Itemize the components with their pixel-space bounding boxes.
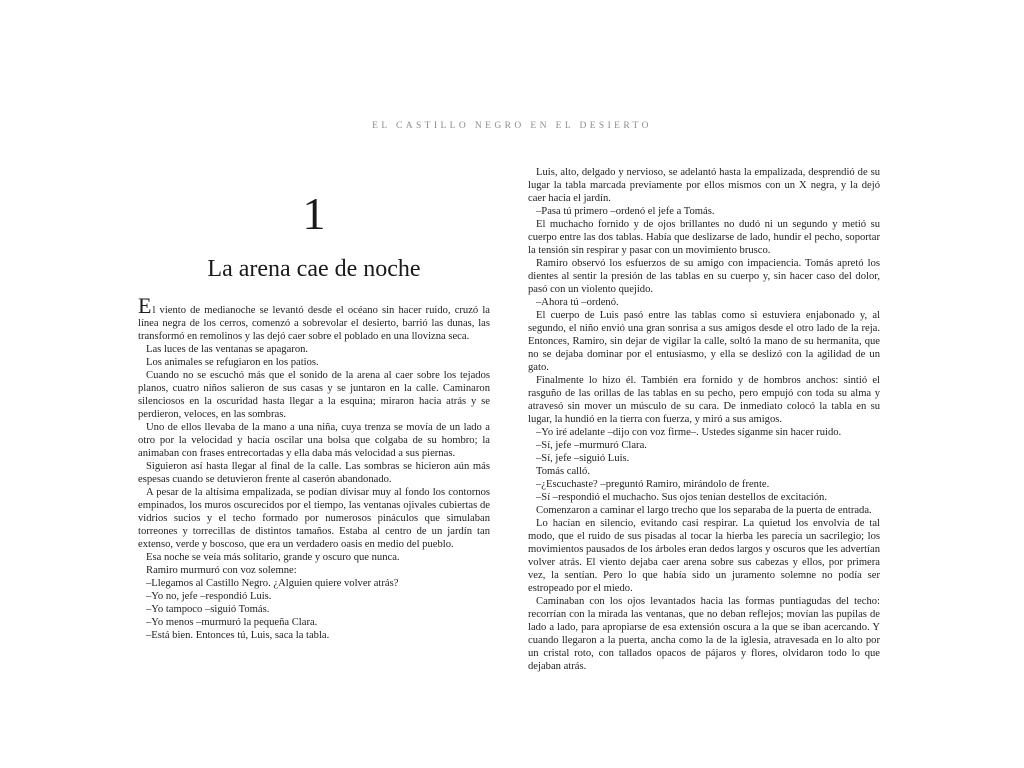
right-page-body — [528, 166, 880, 673]
paragraph: Comenzaron a caminar el largo trecho que los separaba de la puerta de entrada. — [536, 505, 872, 516]
chapter-title: La arena cae de noche — [207, 256, 421, 282]
paragraph: Caminaban con los ojos levantados hacia las formas puntiagudas del techo: recorrían con la mirada las ventanas, que no deban reflejos; movían las pupilas de lado a lado, para apropiarse de esa extensión oscura a la que se iban acercando. Y cuando llegaron a la puerta, ancha como la de la iglesia, atravesada en lo alto por un cristal roto, con tallados opacos de pájaros y flores, olvidaron todo lo que dejaban atrás. — [528, 596, 880, 672]
paragraph: El cuerpo de Luis pasó entre las tablas como si estuviera enjabonado y, al segundo, el niño envió una gran sonrisa a sus amigos desde el otro lado de la reja. Entonces, Ramiro, sin dejar de vigilar la calle, soltó la mano de su hermanita, que no se dejaba dominar por el entusiasmo, y ella se deslizó con la agilidad de un gato. — [528, 310, 880, 373]
opening-paragraph — [138, 293, 490, 343]
paragraph: –Yo no, jefe –respondió Luis. — [146, 591, 272, 602]
paragraph: Esa noche se veía más solitario, grande y oscuro que nunca. — [146, 552, 400, 563]
paragraph: –¿Escuchaste? –preguntó Ramiro, mirándolo de frente. — [536, 479, 770, 490]
paragraph: –Sí –respondió el muchacho. Sus ojos tenían destellos de excitación. — [536, 492, 827, 503]
paragraph: –Yo iré adelante –dijo con voz firme–. Ustedes síganme sin hacer ruido. — [536, 427, 842, 438]
left-page-body — [138, 293, 490, 642]
paragraph: –Sí, jefe –murmuró Clara. — [536, 440, 647, 451]
chapter-number: 1 — [302, 188, 326, 239]
paragraph: Ramiro observó los esfuerzos de su amigo con impaciencia. Tomás apretó los dientes al sentir la presión de las tablas en su cuerpo y, sin hacer caso del dolor, pasó con un violento quejido. — [528, 258, 880, 295]
paragraph: A pesar de la altísima empalizada, se podían divisar muy al fondo los contornos empinados, los muros oscurecidos por el tiempo, las ventanas ojivales cubiertas de vidrios sucios y el techo formado por numerosos pináculos que simulaban torreones y torrecillas de distintos tamaños. Estaba al centro de un jardín tan extenso, verde y boscoso, que era un verdadero oasis en medio del pueblo. — [138, 487, 490, 550]
paragraph: –Pasa tú primero –ordenó el jefe a Tomás. — [536, 206, 715, 217]
paragraph: Las luces de las ventanas se apagaron. — [146, 344, 309, 355]
paragraph: El muchacho fornido y de ojos brillantes no dudó ni un segundo y metió su cuerpo entre las dos tablas. Había que deslizarse de lado, hundir el pecho, soportar la tensión sin respirar y pasar con un movimiento brusco. — [528, 219, 880, 256]
paragraph: Luis, alto, delgado y nervioso, se adelantó hasta la empalizada, desprendió de su lugar la tabla marcada previamente por ellos mismos con un X negra, y la dejó caer hacia el jardín. — [528, 167, 880, 204]
paragraph: Uno de ellos llevaba de la mano a una niña, cuya trenza se movía de un lado a otro por la velocidad y hacía oscilar una bolsa que colgaba de su hombro; la animaban con frases entrecortadas y ella daba más velocidad a sus piernas. — [138, 422, 490, 459]
paragraph: –Yo menos –murmuró la pequeña Clara. — [146, 617, 318, 628]
paragraph: Cuando no se escuchó más que el sonido de la arena al caer sobre los tejados planos, cuatro niños salieron de sus casas y se juntaron en la calle. Caminaron silenciosos en la oscuridad hasta llegar a la esquina; miraron hacia atrás y se perdieron, veloces, en las sombras. — [138, 370, 490, 420]
paragraph: Tomás calló. — [536, 466, 590, 477]
paragraph: –Llegamos al Castillo Negro. ¿Alguien quiere volver atrás? — [146, 578, 399, 589]
opening-paragraph-text: l viento de medianoche se levantó desde el océano sin hacer ruido, cruzó la línea negra de los cerros, comenzó a sobrevolar el desierto, barrió las dunas, las transformó en remolinos y las dejó caer sobre el poblado en una llovizna seca. — [138, 305, 490, 342]
drop-cap: E — [138, 293, 152, 318]
paragraph: Lo hacían en silencio, evitando casi respirar. La quietud los envolvía de tal modo, que el ruido de sus pisadas al tocar la hierba les parecía un sacrilegio; los movimientos pausados de los árboles eran dedos largos y oscuros que les advertían volver atrás. El viento dejaba caer arena sobre sus cabezas y ellos, por primera vez, la sentían. Pero lo que había sido un juramento solemne no podía ser estropeado por el miedo. — [528, 518, 880, 594]
paragraph: –Ahora tú –ordenó. — [536, 297, 619, 308]
paragraph: Siguieron así hasta llegar al final de la calle. Las sombras se hicieron aún más espesas cuando se detuvieron frente al caserón abandonado. — [138, 461, 490, 485]
paragraph: Finalmente lo hizo él. También era fornido y de hombros anchos: sintió el rasguño de las orillas de las tablas en su pecho, pero empujó con toda su alma y atravesó sin mover un músculo de su cara. De inmediato colocó la tabla en su lugar, la hundió en la tierra con fuerza, y miró a sus amigos. — [528, 375, 880, 425]
paragraph: –Yo tampoco –siguió Tomás. — [146, 604, 270, 615]
paragraph: Ramiro murmuró con voz solemne: — [146, 565, 297, 576]
paragraph: Los animales se refugiaron en los patios. — [146, 357, 319, 368]
paragraph: –Sí, jefe –siguió Luis. — [536, 453, 630, 464]
paragraph: –Está bien. Entonces tú, Luis, saca la tabla. — [146, 630, 330, 641]
running-header: EL CASTILLO NEGRO EN EL DESIERTO — [372, 121, 652, 131]
